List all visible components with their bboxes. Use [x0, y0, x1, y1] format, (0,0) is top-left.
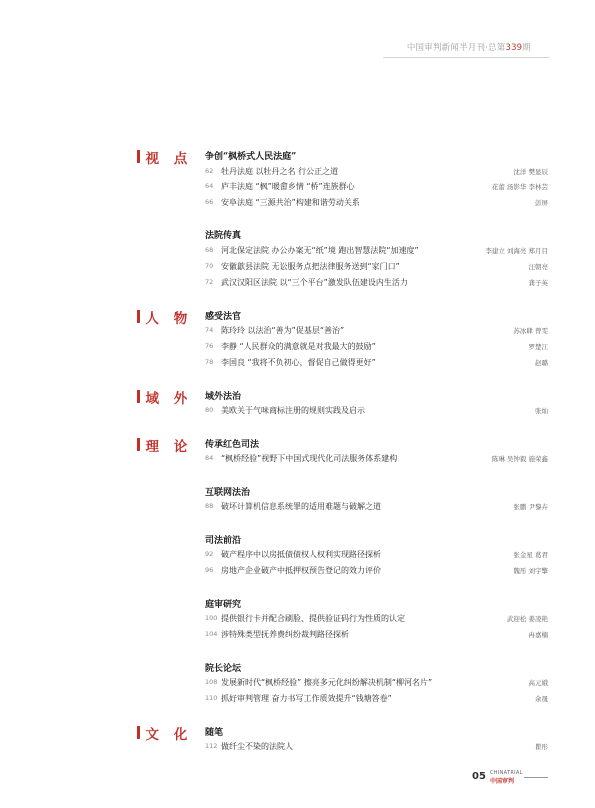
- toc-entry[interactable]: [205, 549, 548, 561]
- toc-entry[interactable]: [205, 166, 548, 178]
- entry-title: 美欧关于气味商标注册的规则实践及启示: [221, 406, 365, 415]
- page-number: 100: [205, 614, 218, 622]
- entry-title: 发展新时代“枫桥经验” 擦亮多元化纠纷解决机制“柳河名片”: [221, 678, 433, 687]
- entry-title: 安阜法庭 “三源共治”构建和谐劳动关系: [221, 198, 360, 207]
- toc-entry[interactable]: [205, 341, 548, 353]
- section-label-viewpoint: 视 点: [137, 148, 192, 165]
- entry-authors: 苏冰肆 曾雯: [513, 327, 548, 335]
- page-number: 84: [205, 454, 214, 462]
- section-bar: [137, 438, 140, 451]
- entry-title: 提供银行卡并配合刷脸、提供验证码行为性质的认定: [221, 614, 405, 623]
- entry-title: 安徽歙县法院 无讼服务点把法律服务送到“家门口”: [221, 262, 400, 271]
- entry-authors: 李建立 刘海亮 郑月目: [485, 247, 548, 255]
- section-label-theory: 理 论: [137, 436, 192, 453]
- entry-authors: 冉嘉楠: [528, 631, 548, 639]
- entry-authors: 陈琳 吴钟毅 施荣鑫: [491, 455, 548, 463]
- entry-authors: 武迎松 姜凌艳: [506, 615, 548, 623]
- entry-authors: 罗楚江: [528, 343, 548, 351]
- toc-entry[interactable]: [205, 453, 548, 465]
- footer-brand-logo: 中国审判: [490, 778, 515, 785]
- footer-brand-en: CHINATRIAL: [490, 770, 523, 776]
- page-number: 88: [205, 502, 214, 510]
- entry-authors: 余晟: [535, 695, 548, 703]
- footer-rule: [524, 777, 548, 778]
- entry-authors: 汪朝亮: [528, 263, 548, 271]
- category-heading: 司法前沿: [205, 536, 242, 546]
- page-number: 72: [205, 278, 214, 286]
- entry-authors: 彭屏: [535, 199, 548, 207]
- section-bar: [137, 390, 140, 403]
- entry-title: 河北保定法院 办公办案无“纸”境 跑出智慧法院“加速度”: [221, 246, 419, 255]
- category-heading: 院长论坛: [205, 664, 242, 674]
- section-label-people: 人 物: [137, 308, 192, 325]
- toc-entry[interactable]: [205, 181, 548, 193]
- page-number: 68: [205, 246, 214, 254]
- toc-entry[interactable]: [205, 629, 548, 641]
- entry-authors: 张灿: [535, 407, 548, 415]
- entry-title: 破产程序中以房抵债债权人权利实现路径探析: [221, 550, 381, 559]
- entry-authors: 高元娥: [528, 679, 548, 687]
- entry-title: 涉特殊类型抚养费纠纷裁判路径探析: [221, 630, 349, 639]
- entry-authors: 瞿彤: [535, 743, 548, 751]
- toc-entry[interactable]: [205, 613, 548, 625]
- header-rule: [383, 57, 549, 58]
- category-heading: 感受法官: [205, 312, 242, 322]
- section-bar: [137, 726, 140, 739]
- page-header: [407, 41, 531, 53]
- category-heading: 随笔: [205, 728, 224, 738]
- page-number: 92: [205, 550, 214, 558]
- page-number: 62: [205, 167, 214, 175]
- entry-authors: 龚子英: [528, 279, 548, 287]
- entry-title: 李静 “人民群众的满意就是对我最大的鼓励”: [221, 342, 376, 351]
- toc-entry[interactable]: [205, 677, 548, 689]
- category-heading: 争创“枫桥式人民法庭”: [205, 152, 297, 162]
- page-number: 110: [205, 694, 218, 702]
- page-number: 64: [205, 182, 214, 190]
- toc-entry[interactable]: [205, 693, 548, 705]
- toc-entry[interactable]: [205, 565, 548, 577]
- page-number: 104: [205, 630, 218, 638]
- category-heading: 域外法治: [205, 392, 242, 402]
- entry-title: 庐丰法庭 “枫”暖畲乡情 “桥”连族群心: [221, 182, 355, 191]
- toc-entry[interactable]: [205, 197, 548, 209]
- page-footer: [462, 770, 550, 784]
- toc-entry[interactable]: [205, 325, 548, 337]
- entry-authors: 张鹏 尹黎卉: [513, 503, 548, 511]
- header-suffix: 期: [522, 43, 531, 53]
- page-number: 70: [205, 262, 214, 270]
- entry-authors: 张金星 葛君: [513, 551, 548, 559]
- toc-entry[interactable]: [205, 501, 548, 513]
- entry-authors: 赵璐: [535, 359, 548, 367]
- entry-title: 做纤尘不染的法院人: [221, 742, 293, 751]
- entry-authors: 花蕾 汤影华 李林芸: [491, 183, 548, 191]
- entry-title: 武汉汉阳区法院 以“三个平台”激发队伍建设内生活力: [221, 278, 408, 287]
- entry-title: 李国良 “我将不负初心，督促自己做得更好”: [221, 358, 376, 367]
- category-heading: 互联网法治: [205, 488, 251, 498]
- page-number: 112: [205, 742, 218, 750]
- entry-title: “枫桥经验”视野下中国式现代化司法服务体系建构: [221, 454, 398, 463]
- entry-title: 抓好审判管理 奋力书写工作质效提升“钱塘答卷”: [221, 694, 392, 703]
- category-heading: 庭审研究: [205, 600, 242, 610]
- footer-page-number: 05: [472, 771, 486, 782]
- toc-entry[interactable]: [205, 245, 548, 257]
- entry-title: 破坏计算机信息系统罪的适用难题与破解之道: [221, 502, 381, 511]
- entry-authors: 沈洋 樊显辰: [513, 168, 548, 176]
- section-label-culture: 文 化: [137, 724, 192, 741]
- section-label-abroad: 域 外: [137, 388, 192, 405]
- entry-title: 牡丹法庭 以牡丹之名 行公正之道: [221, 167, 339, 176]
- toc-entry[interactable]: [205, 357, 548, 369]
- page-number: 80: [205, 406, 214, 414]
- category-heading: 传承红色司法: [205, 440, 260, 450]
- entry-title: 房地产企业破产中抵押权预告登记的效力评价: [221, 566, 381, 575]
- toc-entry[interactable]: [205, 277, 548, 289]
- page-number: 96: [205, 566, 214, 574]
- page-number: 74: [205, 326, 214, 334]
- section-bar: [137, 150, 140, 163]
- entry-title: 陈玲玲 以法治“善为”促基层“善治”: [221, 326, 345, 335]
- toc-entry[interactable]: [205, 741, 548, 753]
- page-number: 76: [205, 342, 214, 350]
- page-number: 78: [205, 358, 214, 366]
- toc-entry[interactable]: [205, 405, 548, 417]
- header-title: 中国审判新闻半月刊·总第: [406, 43, 506, 53]
- section-bar: [137, 310, 140, 323]
- entry-authors: 魏彤 刘宇擎: [513, 567, 548, 575]
- page-number: 108: [205, 678, 218, 686]
- page-number: 66: [205, 198, 214, 206]
- toc-entry[interactable]: [205, 261, 548, 273]
- issue-number: 339: [505, 43, 523, 53]
- category-heading: 法院传真: [205, 231, 242, 241]
